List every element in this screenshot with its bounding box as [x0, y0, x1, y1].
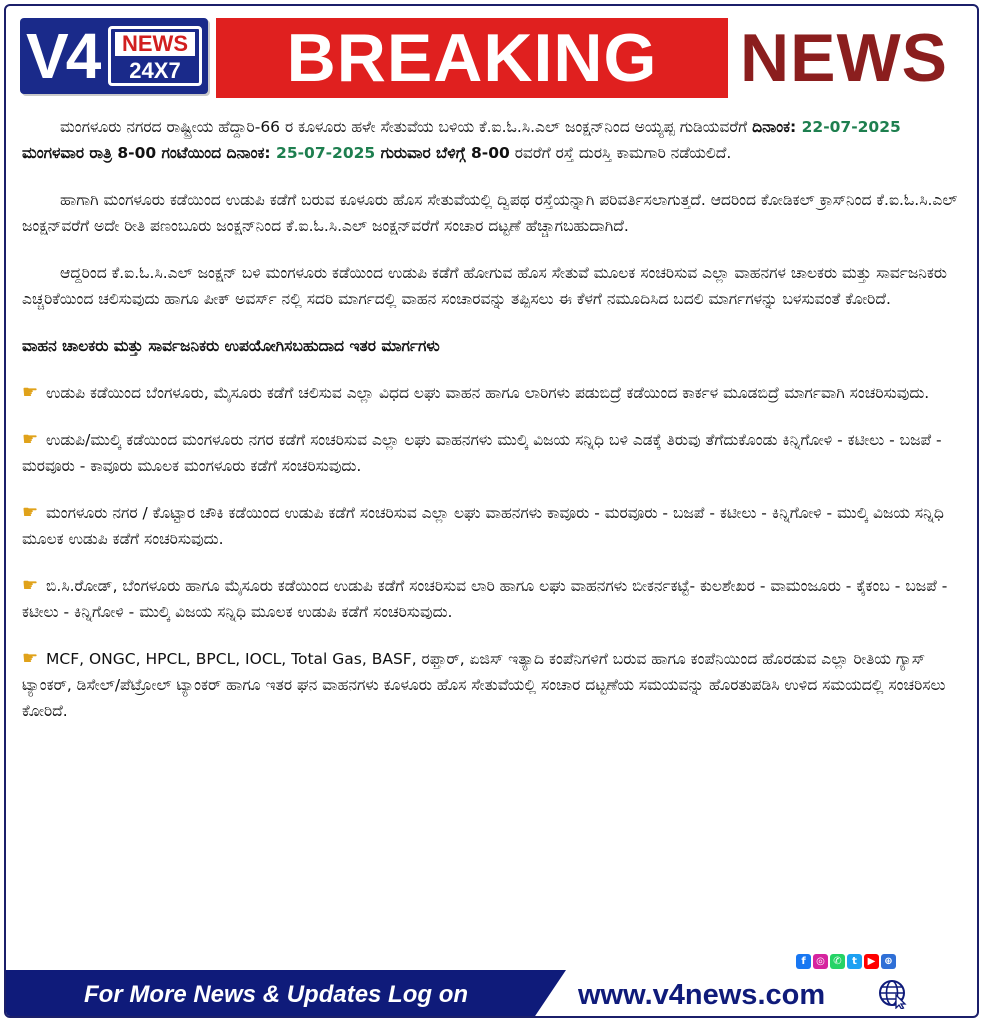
p1-text-c: ರವರೆಗೆ ರಸ್ತೆ ದುರಸ್ತಿ ಕಾಮಗಾರಿ ನಡೆಯಲಿದೆ. [509, 144, 732, 162]
route-point-5 [22, 646, 966, 724]
breaking-banner: BREAKING [216, 18, 728, 98]
pointing-hand-icon: ☛ [22, 382, 39, 403]
route-point-text: ಬಿ.ಸಿ.ರೋಡ್, ಬೆಂಗಳೂರು ಹಾಗೂ ಮೈಸೂರು ಕಡೆಯಿಂದ ಉಡುಪಿ ಕಡೆಗೆ ಸಂಚರಿಸುವ ಲಾರಿ ಹಾಗೂ ಲಘು ವಾಹನಗಳು ಬೀಕರ್ನಕಟ್ಟೆ- ಕುಲಶೇಖರ - ವಾಮಂಜೂರು - ಕೈಕಂಬ - ಬಜಪೆ - ಕಟೀಲು - ಕಿನ್ನಿಗೋಳಿ - ಮುಲ್ಕಿ ವಿಜಯ ಸನ್ನಿಧಿ ಮೂಲಕ ಉಡುಪಿ ಕಡೆಗೆ ಸಂಚರಿಸುವುದು. [22, 577, 948, 621]
p1-start-time: ಮಂಗಳವಾರ ರಾತ್ರಿ 8-00 ಗಂಟೆಯಿಂದ ದಿನಾಂಕ: [22, 144, 271, 162]
social-icons [796, 954, 896, 969]
route-point-1 [22, 380, 966, 406]
p1-text-a: ಮಂಗಳೂರು ನಗರದ ರಾಷ್ಟ್ರೀಯ ಹೆದ್ದಾರಿ-66 ರ ಕೂಳೂರು ಹಳೇ ಸೇತುವೆಯ ಬಳಿಯ ಕೆ.ಐ.ಓ.ಸಿ.ಎಲ್ ಜಂಕ್ಷನ್‌ನಿಂದ ಅಯ್ಯಪ್ಪ ಗುಡಿಯವರೆಗೆ [60, 118, 753, 136]
logo-badge [108, 26, 202, 86]
youtube-icon[interactable]: ▶ [864, 954, 879, 969]
web-icon[interactable]: ⊕ [881, 954, 896, 969]
p1-start-date: 22-07-2025 [796, 118, 901, 136]
article-body [22, 114, 966, 745]
pointing-hand-icon: ☛ [22, 575, 39, 596]
news-card [4, 4, 979, 1018]
logo-247-text: 24X7 [129, 58, 181, 83]
route-point-text: ಉಡುಪಿ ಕಡೆಯಿಂದ ಬೆಂಗಳೂರು, ಮೈಸೂರು ಕಡೆಗೆ ಚಲಿಸುವ ಎಲ್ಲಾ ವಿಧದ ಲಘು ವಾಹನ ಹಾಗೂ ಲಾರಿಗಳು ಪಡುಬಿದ್ರೆ ಕಡೆಯಿಂದ ಕಾರ್ಕಳ ಮೂಡಬಿದ್ರೆ ಮಾರ್ಗವಾಗಿ ಸಂಚರಿಸುವುದು. [46, 384, 930, 402]
alternate-routes-heading: ವಾಹನ ಚಾಲಕರು ಮತ್ತು ಸಾರ್ವಜನಿಕರು ಉಪಯೋಗಿಸಬಹುದಾದ ಇತರ ಮಾರ್ಗಗಳು [22, 337, 440, 355]
footer-bar [6, 970, 979, 1018]
pointing-hand-icon: ☛ [22, 648, 39, 669]
footer-website-link[interactable]: www.v4news.com [578, 979, 826, 1011]
route-point-text: MCF, ONGC, HPCL, BPCL, IOCL, Total Gas, BASF, ರಫ್ತಾರ್, ಏಜಿಸ್ ಇತ್ಯಾದಿ ಕಂಪೆನಿಗಳಿಗೆ ಬರುವ ಹಾಗೂ ಕಂಪೆನಿಯಿಂದ ಹೊರಡುವ ಎಲ್ಲಾ ರೀತಿಯ ಗ್ಯಾಸ್ ಟ್ಯಾಂಕರ್, ಡಿಸೇಲ್/ಪೆಟ್ರೋಲ್ ಟ್ಯಾಂಕರ್ ಹಾಗೂ ಇತರ ಘನ ವಾಹನಗಳು ಕೂಳೂರು ಹೊಸ ಸೇತುವೆಯಲ್ಲಿ ಸಂಚಾರ ದಟ್ಟಣೆಯ ಸಮಯವನ್ನು ಹೊರತುಪಡಿಸಿ ಉಳಿದ ಸಮಯದಲ್ಲಿ ಸಂಚರಿಸಲು ಕೋರಿದೆ. [22, 650, 946, 720]
pointing-hand-icon: ☛ [22, 429, 39, 450]
paragraph-2: ಹಾಗಾಗಿ ಮಂಗಳೂರು ಕಡೆಯಿಂದ ಉಡುಪಿ ಕಡೆಗೆ ಬರುವ ಕೂಳೂರು ಹೊಸ ಸೇತುವೆಯಲ್ಲಿ ದ್ವಿಪಥ ರಸ್ತೆಯನ್ನಾಗಿ ಪರಿವರ್ತಿಸಲಾಗುತ್ತದೆ. ಆದರಿಂದ ಕೋಡಿಕಲ್ ಕ್ರಾಸ್‌ನಿಂದ ಕೆ.ಐ.ಓ.ಸಿ.ಎಲ್ ಜಂಕ್ಷನ್‌ವರೆಗೆ ಅದೇ ರೀತಿ ಪಣಂಬೂರು ಜಂಕ್ಷನ್‌ನಿಂದ ಕೆ.ಐ.ಓ.ಸಿ.ಎಲ್ ಜಂಕ್ಷನ್‌ವರೆಗೆ ಸಂಚಾರ ದಟ್ಟಣೆ ಹೆಚ್ಚಾಗಬಹುದಾಗಿದೆ. [22, 191, 958, 235]
instagram-icon[interactable]: ◎ [813, 954, 828, 969]
logo-v4-text: V4 [26, 20, 99, 92]
p1-date-label: ದಿನಾಂಕ: [752, 118, 797, 136]
paragraph-1 [22, 114, 966, 166]
footer-tagline: For More News & Updates Log on [84, 981, 469, 1008]
route-point-4 [22, 573, 966, 625]
route-point-3 [22, 500, 966, 552]
p1-end-time: ಗುರುವಾರ ಬೆಳಿಗ್ಗೆ 8-00 [375, 144, 510, 162]
paragraph-3: ಆದ್ದರಿಂದ ಕೆ.ಐ.ಓ.ಸಿ.ಎಲ್ ಜಂಕ್ಷನ್ ಬಳಿ ಮಂಗಳೂರು ಕಡೆಯಿಂದ ಉಡುಪಿ ಕಡೆಗೆ ಹೋಗುವ ಹೊಸ ಸೇತುವೆ ಮೂಲಕ ಸಂಚರಿಸುವ ಎಲ್ಲಾ ವಾಹನಗಳ ಚಾಲಕರು ಮತ್ತು ಸಾರ್ವಜನಿಕರು ಎಚ್ಚರಿಕೆಯಿಂದ ಚಲಿಸುವುದು ಹಾಗೂ ಪೀಕ್ ಅವರ್ಸ್ ನಲ್ಲಿ ಸದರಿ ಮಾರ್ಗದಲ್ಲಿ ವಾಹನ ಸಂಚಾರವನ್ನು ತಪ್ಪಿಸಲು ಈ ಕೆಳಗೆ ನಮೂದಿಸಿದ ಬದಲಿ ಮಾರ್ಗಗಳನ್ನು ಬಳಸುವಂತೆ ಕೋರಿದೆ. [22, 264, 947, 308]
route-point-text: ಉಡುಪಿ/ಮುಲ್ಕಿ ಕಡೆಯಿಂದ ಮಂಗಳೂರು ನಗರ ಕಡೆಗೆ ಸಂಚರಿಸುವ ಎಲ್ಲಾ ಲಘು ವಾಹನಗಳು ಮುಲ್ಕಿ ವಿಜಯ ಸನ್ನಿಧಿ ಬಳಿ ಎಡಕ್ಕೆ ತಿರುವು ತೆಗೆದುಕೊಂಡು ಕಿನ್ನಿಗೋಳಿ - ಕಟೀಲು - ಬಜಪೆ - ಮರವೂರು - ಕಾವೂರು ಮೂಲಕ ಮಂಗಳೂರು ಕಡೆಗೆ ಸಂಚರಿಸುವುದು. [22, 431, 942, 475]
v4-news-logo[interactable] [20, 18, 208, 94]
whatsapp-icon[interactable]: ✆ [830, 954, 845, 969]
route-point-2 [22, 427, 966, 479]
logo-news-text: NEWS [115, 32, 195, 56]
globe-cursor-icon [878, 979, 908, 1009]
news-banner: NEWS [740, 20, 948, 96]
twitter-icon[interactable]: t [847, 954, 862, 969]
facebook-icon[interactable]: f [796, 954, 811, 969]
route-point-text: ಮಂಗಳೂರು ನಗರ / ಕೊಟ್ಟಾರ ಚೌಕಿ ಕಡೆಯಿಂದ ಉಡುಪಿ ಕಡೆಗೆ ಸಂಚರಿಸುವ ಎಲ್ಲಾ ಲಘು ವಾಹನಗಳು ಕಾವೂರು - ಮರವೂರು - ಬಜಪೆ - ಕಟೀಲು - ಕಿನ್ನಿಗೋಳಿ - ಮುಲ್ಕಿ ವಿಜಯ ಸನ್ನಿಧಿ ಮೂಲಕ ಉಡುಪಿ ಕಡೆಗೆ ಸಂಚರಿಸುವುದು. [22, 504, 944, 548]
p1-end-date: 25-07-2025 [270, 144, 376, 162]
pointing-hand-icon: ☛ [22, 502, 39, 523]
